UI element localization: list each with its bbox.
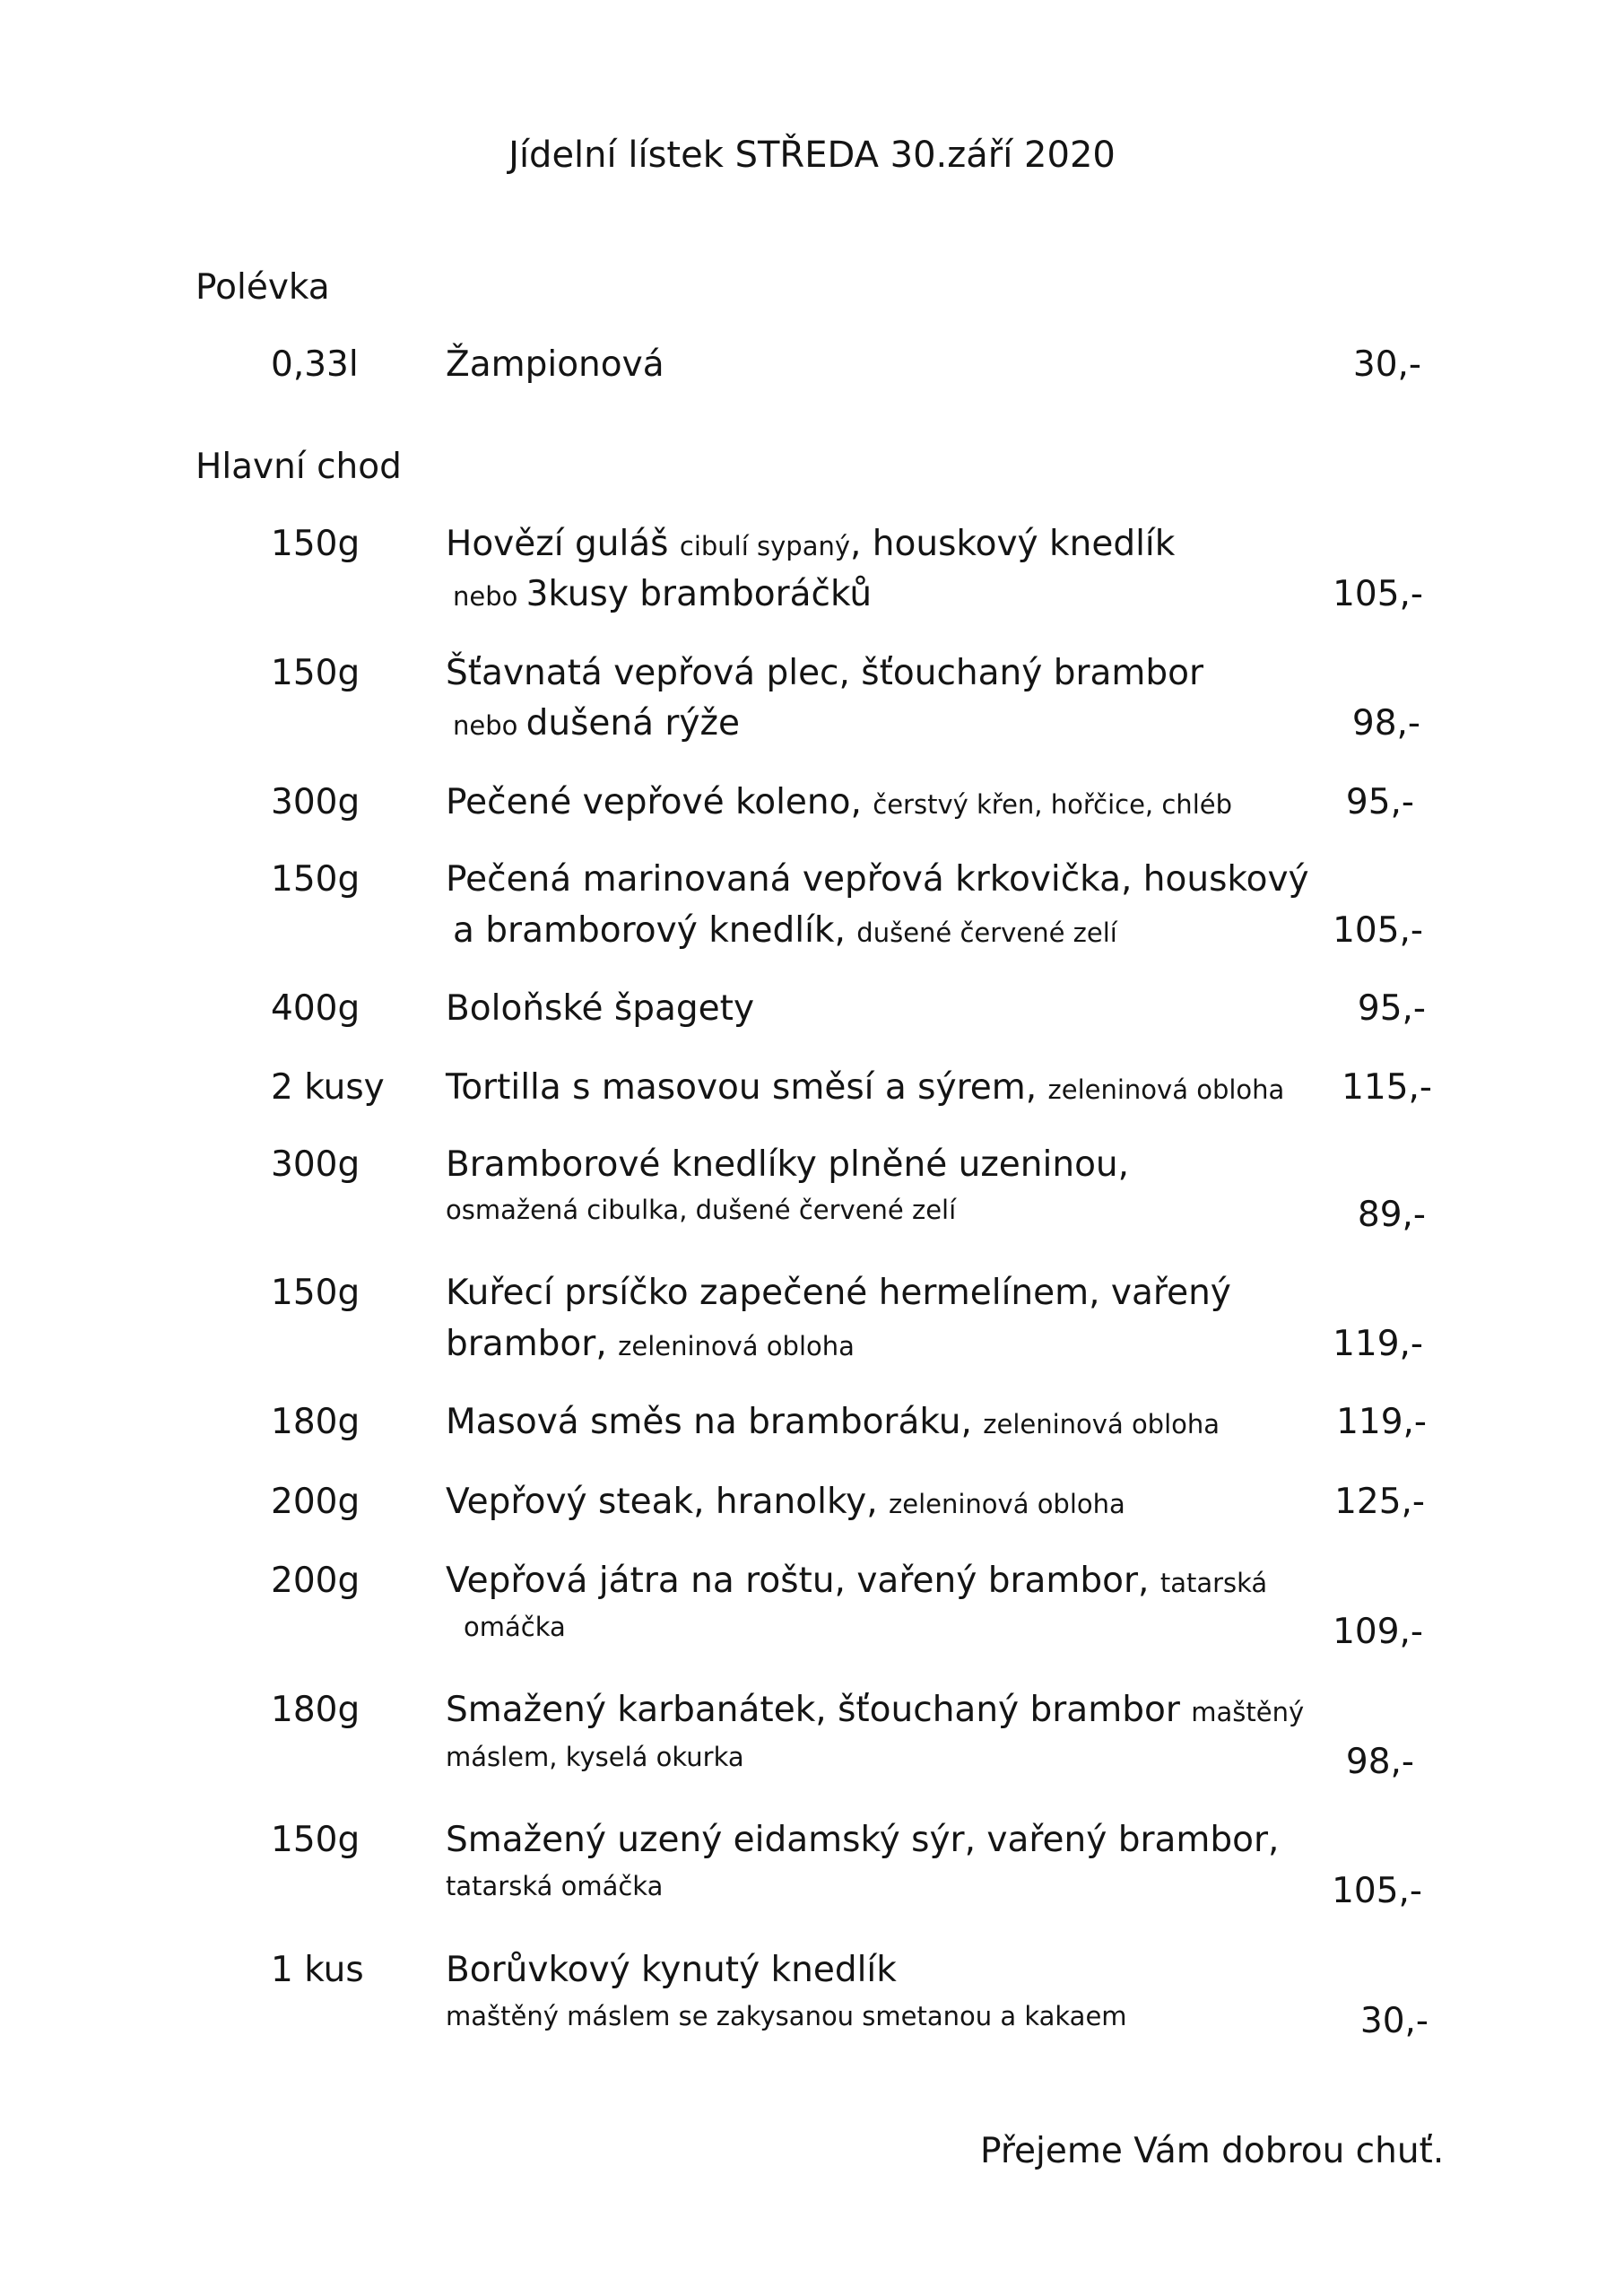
item-note: osmažená cibulka, dušené červené zelí xyxy=(446,1195,957,1225)
item-name: Tortilla s masovou směsí a sýrem, xyxy=(446,1067,1048,1108)
item-name: Vepřová játra na roštu, vařený brambor, xyxy=(446,1561,1160,1601)
item-name: dušená rýže xyxy=(525,703,740,744)
item-note: zeleninová obloha xyxy=(1047,1074,1285,1105)
item-price: 105,- xyxy=(1333,574,1423,614)
item-note: máslem, kyselá okurka xyxy=(446,1742,744,1772)
item-name: Šťavnatá vepřová plec, šťouchaný brambor xyxy=(446,653,1204,693)
item-name: 3kusy bramboráčků xyxy=(525,574,873,614)
item-price: 125,- xyxy=(1334,1482,1425,1522)
item-name: Pečené vepřové koleno, xyxy=(446,782,873,822)
item-description-line xyxy=(446,782,1232,822)
item-quantity: 200g xyxy=(271,1482,360,1522)
item-quantity: 150g xyxy=(271,1273,360,1313)
item-note: zeleninová obloha xyxy=(618,1331,855,1361)
item-price: 89,- xyxy=(1357,1195,1426,1235)
item-note: zeleninová obloha xyxy=(983,1409,1220,1439)
item-description-line xyxy=(453,703,740,744)
item-quantity: 150g xyxy=(271,859,360,900)
item-quantity: 300g xyxy=(271,1144,360,1185)
item-description-line xyxy=(446,2001,1127,2031)
item-note: maštěný xyxy=(1191,1697,1305,1727)
section-heading-main: Hlavní chod xyxy=(195,447,402,487)
section-heading-soup: Polévka xyxy=(195,267,330,308)
item-note: maštěný máslem se zakysanou smetanou a kakaem xyxy=(446,2001,1127,2031)
item-description-line xyxy=(446,1144,1129,1185)
item-quantity: 150g xyxy=(271,1820,360,1860)
item-price: 105,- xyxy=(1332,1871,1422,1911)
item-description-line xyxy=(446,1482,1125,1522)
item-note: omáčka xyxy=(464,1612,566,1642)
item-note: tatarská omáčka xyxy=(446,1871,664,1901)
item-name: Kuřecí prsíčko zapečené hermelínem, vařený xyxy=(446,1273,1231,1313)
item-price: 98,- xyxy=(1345,1742,1414,1782)
item-quantity: 1 kus xyxy=(271,1950,364,1990)
item-quantity: 180g xyxy=(271,1690,360,1730)
item-description-line xyxy=(446,859,1309,900)
item-description-line xyxy=(446,1742,744,1772)
item-price: 109,- xyxy=(1333,1612,1423,1652)
item-name: Smažený uzený eidamský sýr, vařený brambor, xyxy=(446,1820,1280,1860)
item-description-line xyxy=(446,1690,1304,1730)
item-price: 30,- xyxy=(1352,344,1421,385)
item-name: Pečená marinovaná vepřová krkovička, houskový xyxy=(446,859,1309,900)
item-quantity: 150g xyxy=(271,653,360,693)
item-description-line xyxy=(446,1195,956,1225)
item-quantity: 2 kusy xyxy=(271,1067,385,1108)
item-description-line xyxy=(446,1561,1267,1601)
page-title: Jídelní lístek STŘEDA 30.září 2020 xyxy=(508,135,1116,176)
item-quantity: 0,33l xyxy=(271,344,359,385)
item-note: dušené červené zelí xyxy=(856,918,1117,948)
item-note: zeleninová obloha xyxy=(889,1489,1125,1519)
item-price: 98,- xyxy=(1351,703,1420,744)
item-description-line xyxy=(446,524,1175,564)
item-description-line xyxy=(446,1067,1284,1108)
item-note: nebo xyxy=(453,581,526,612)
item-price: 105,- xyxy=(1333,910,1423,951)
item-quantity: 200g xyxy=(271,1561,360,1601)
item-price: 30,- xyxy=(1359,2001,1429,2041)
item-description-line xyxy=(453,574,872,614)
item-name: a bramborový knedlík, xyxy=(453,910,857,951)
closing-note: Přejeme Vám dobrou chuť. xyxy=(980,2131,1445,2171)
item-name: Masová směs na bramboráku, xyxy=(446,1402,984,1442)
item-quantity: 300g xyxy=(271,782,360,822)
item-description-line xyxy=(446,1820,1279,1860)
item-description-line xyxy=(446,653,1203,693)
item-price: 95,- xyxy=(1345,782,1414,822)
item-name: Boloňské špagety xyxy=(446,988,755,1029)
item-description-line xyxy=(446,1324,855,1364)
item-quantity: 150g xyxy=(271,524,360,564)
item-note: čerstvý křen, hořčice, chléb xyxy=(873,789,1232,820)
item-price: 95,- xyxy=(1357,988,1426,1029)
item-note: nebo xyxy=(453,710,526,741)
item-name: brambor, xyxy=(446,1324,619,1364)
item-price: 115,- xyxy=(1342,1067,1432,1108)
item-description-line xyxy=(446,988,754,1029)
item-name: , houskový knedlík xyxy=(850,524,1176,564)
item-description-line xyxy=(446,1273,1231,1313)
item-name: Borůvkový kynutý knedlík xyxy=(446,1950,897,1990)
item-name: Smažený karbanátek, šťouchaný brambor xyxy=(446,1690,1192,1730)
item-name: Bramborové knedlíky plněné uzeninou, xyxy=(446,1144,1130,1185)
item-description-line xyxy=(446,1950,897,1990)
item-price: 119,- xyxy=(1333,1324,1423,1364)
item-description-line xyxy=(464,1612,566,1642)
item-note: tatarská xyxy=(1159,1568,1268,1598)
item-price: 119,- xyxy=(1336,1402,1427,1442)
item-name: Vepřový steak, hranolky, xyxy=(446,1482,890,1522)
item-quantity: 400g xyxy=(271,988,360,1029)
item-description-line xyxy=(446,1402,1220,1442)
item-note: cibulí sypaný xyxy=(679,531,851,561)
item-quantity: 180g xyxy=(271,1402,360,1442)
item-description-line xyxy=(446,1871,663,1901)
item-description-line xyxy=(453,910,1117,951)
item-name: Hovězí guláš xyxy=(446,524,680,564)
item-name: Žampionová xyxy=(446,344,664,385)
item-description-line xyxy=(446,344,664,385)
